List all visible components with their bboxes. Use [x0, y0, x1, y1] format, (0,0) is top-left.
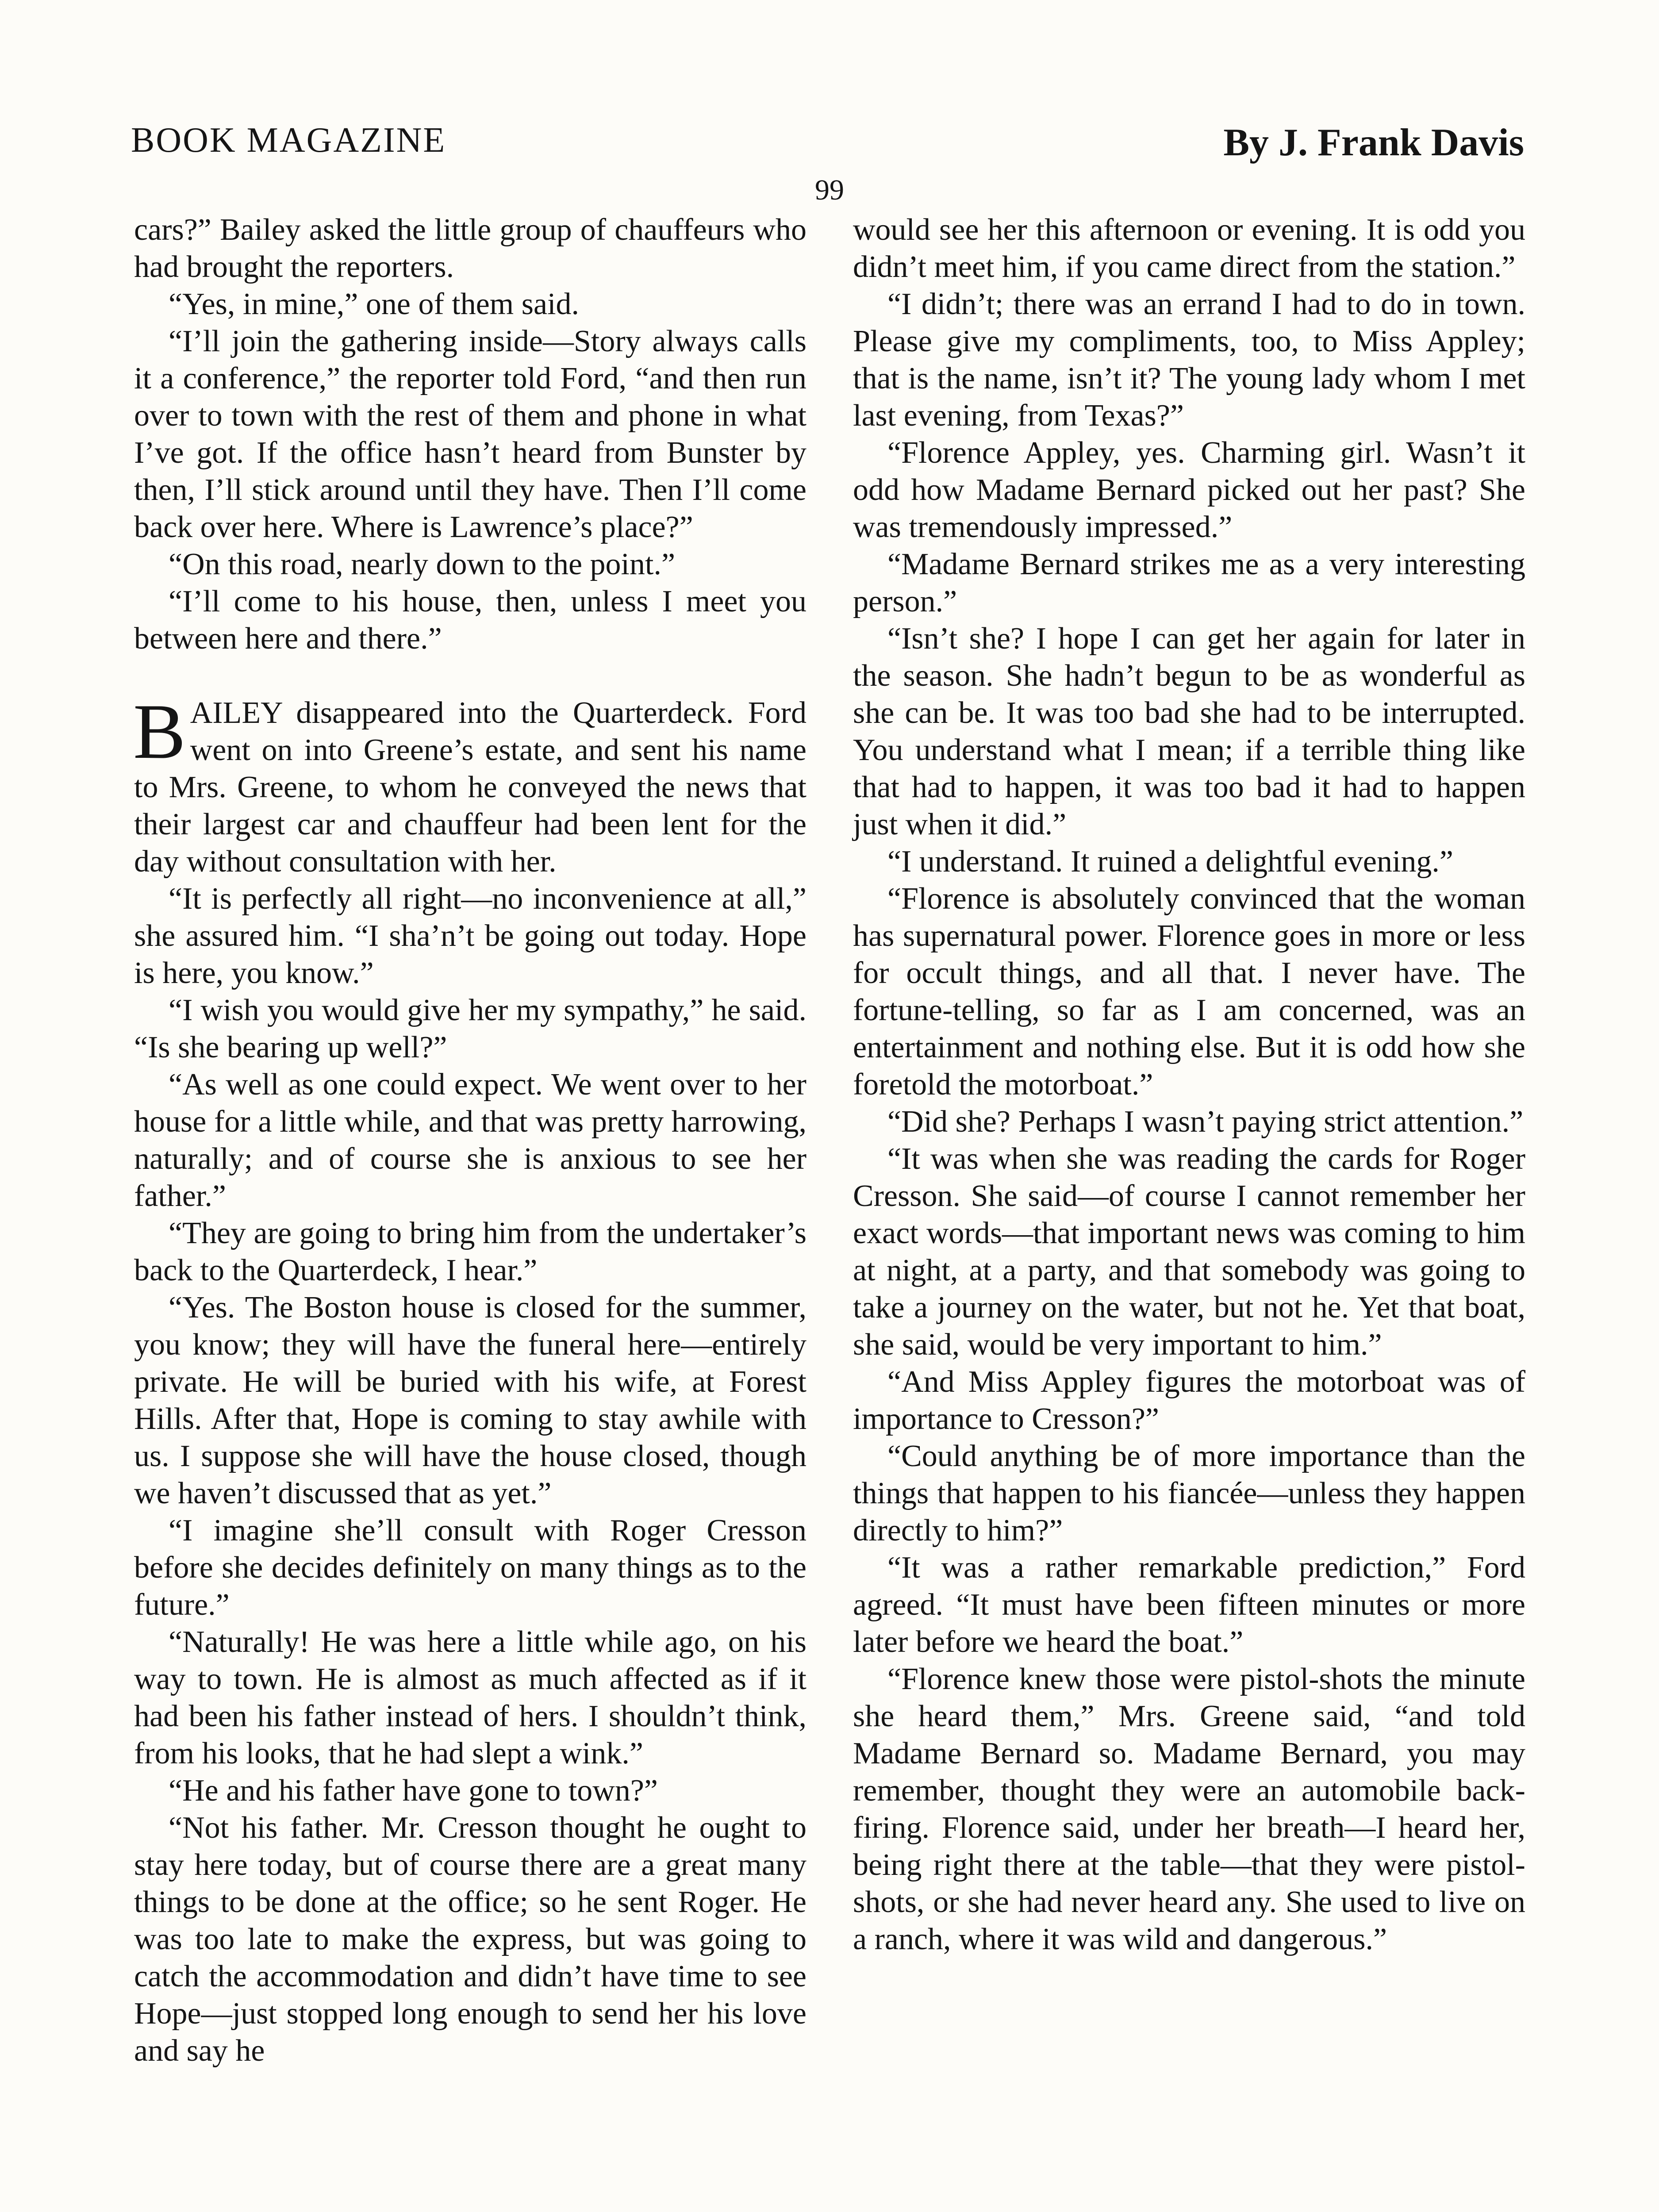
- paragraph: “He and his father have gone to town?”: [169, 1774, 658, 1808]
- paragraph: “Florence knew those were pistol-shots the minute she heard them,” Mrs. Greene said, “and told Madame Bernard so. Madame Bernard, you may remember, thought they were an automobile back-firing. Florence said, under her breath—I heard her, being right there at the table—that they were pistol-shots, or she had never heard any. She used to live on a ranch, where it was wild and dangerous.”: [853, 1662, 1525, 1956]
- paragraph: “It was a rather remarkable prediction,” Ford agreed. “It must have been fifteen minutes or more later before we heard the boat.”: [853, 1551, 1525, 1659]
- paragraph-text: AILEY disappeared into the Quarterdeck. Ford went on into Greene’s estate, and sent his name to Mrs. Greene, to whom he conveyed the news that their largest car and chauffeur had been lent for the day without consultation with her.: [134, 696, 806, 879]
- right-column: [853, 211, 1525, 1958]
- drop-cap: B: [133, 687, 186, 775]
- paragraph: “Could anything be of more importance than the things that happen to his fiancée—unless they happen directly to him?”: [853, 1439, 1525, 1548]
- magazine-title: BOOK MAGAZINE: [131, 121, 446, 160]
- paragraph: “They are going to bring him from the undertaker’s back to the Quarterdeck, I hear.”: [134, 1216, 806, 1287]
- paragraph: “Yes, in mine,” one of them said.: [169, 287, 580, 321]
- author-byline: By J. Frank Davis: [1223, 121, 1524, 164]
- left-column: [134, 211, 806, 2070]
- paragraph: “Madame Bernard strikes me as a very interesting person.”: [853, 547, 1525, 618]
- page-number: 99: [815, 174, 844, 206]
- paragraph: “Naturally! He was here a little while ago, on his way to town. He is almost as much affected as if it had been his father instead of hers. I shouldn’t think, from his looks, that he had slept a wink.”: [134, 1625, 806, 1770]
- paragraph: “Yes. The Boston house is closed for the summer, you know; they will have the funeral here—entirely private. He will be buried with his wife, at Forest Hills. After that, Hope is coming to stay awhile with us. I suppose she will have the house closed, though we haven’t discussed that as yet.”: [134, 1290, 806, 1510]
- paragraph: “It was when she was reading the cards for Roger Cresson. She said—of course I cannot remember her exact words—that important news was coming to him at night, at a party, and that somebody was going to take a journey on the water, but not he. Yet that boat, she said, would be very important to him.”: [853, 1142, 1525, 1362]
- paragraph: “I imagine she’ll consult with Roger Cresson before she decides definitely on many things as to the future.”: [134, 1513, 806, 1622]
- paragraph: would see her this afternoon or evening. It is odd you didn’t meet him, if you came direct from the station.”: [853, 213, 1525, 284]
- paragraph: “And Miss Appley figures the motorboat was of importance to Cresson?”: [853, 1365, 1525, 1436]
- paragraph: “I wish you would give her my sympathy,” he said. “Is she bearing up well?”: [134, 993, 806, 1064]
- paragraph: “Florence is absolutely convinced that the woman has supernatural power. Florence goes in more or less for occult things, and all that. I never have. The fortune-telling, so far as I am concerned, was an entertainment and nothing else. But it is odd how she foretold the motorboat.”: [853, 882, 1525, 1102]
- paragraph: “On this road, nearly down to the point.”: [169, 547, 676, 581]
- paragraph: “I understand. It ruined a delightful evening.”: [887, 845, 1454, 879]
- paragraph: “I’ll join the gathering inside—Story always calls it a conference,” the reporter told Ford, “and then run over to town with the rest of them and phone in what I’ve got. If the office hasn’t heard from Bunster by then, I’ll stick around until they have. Then I’ll come back over here. Where is Lawrence’s place?”: [134, 324, 806, 544]
- section-opening-paragraph: [133, 687, 806, 880]
- paragraph: “Isn’t she? I hope I can get her again for later in the season. She hadn’t begun to be as wonderful as she can be. It was too bad she had to be interrupted. You understand what I mean; if a terrible thing like that had to happen, it was too bad it had to happen just when it did.”: [853, 622, 1525, 841]
- paragraph: “It is perfectly all right—no inconvenience at all,” she assured him. “I sha’n’t be going out today. Hope is here, you know.”: [134, 882, 806, 990]
- paragraph: cars?” Bailey asked the little group of chauffeurs who had brought the reporters.: [134, 213, 806, 284]
- paragraph: “Did she? Perhaps I wasn’t paying strict attention.”: [887, 1105, 1524, 1139]
- paragraph: “Florence Appley, yes. Charming girl. Wasn’t it odd how Madame Bernard picked out her past? She was tremendously impressed.”: [853, 436, 1525, 544]
- paragraph: “Not his father. Mr. Cresson thought he ought to stay here today, but of course there are a great many things to be done at the office; so he sent Roger. He was too late to make the express, but was going to catch the accommodation and didn’t have time to see Hope—just stopped long enough to send her his love and say he: [134, 1811, 806, 2068]
- paragraph: “I’ll come to his house, then, unless I meet you between here and there.”: [134, 584, 806, 656]
- paragraph: “As well as one could expect. We went over to her house for a little while, and that was pretty harrowing, naturally; and of course she is anxious to see her father.”: [134, 1068, 806, 1213]
- paragraph: “I didn’t; there was an errand I had to do in town. Please give my compliments, too, to Miss Appley; that is the name, isn’t it? The young lady whom I met last evening, from Texas?”: [853, 287, 1525, 433]
